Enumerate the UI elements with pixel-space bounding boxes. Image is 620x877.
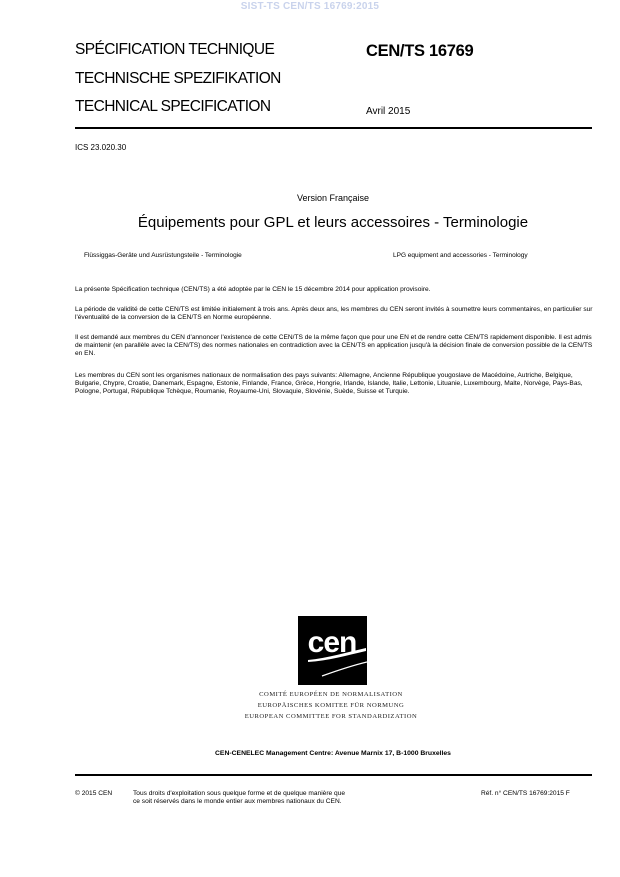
cen-logo: [298, 616, 367, 685]
document-title: Équipements pour GPL et leurs accessoires - Terminologie: [137, 214, 529, 231]
paragraph-announcement: Il est demandé aux membres du CEN d'annoncer l'existence de cette CEN/TS de la même façon que pour une EN et de rendre cette CEN/TS rapidement disponible. Il est admis de maintenir (en parallèle avec la CEN/TS) des normes nationales en contradiction avec la CEN/TS en application jusqu'à la décision finale de conversion possible de la CEN/TS en EN.: [75, 334, 593, 358]
cen-logo-mark: [298, 616, 367, 685]
org-name-en: EUROPEAN COMMITTEE FOR STANDARDIZATION: [244, 713, 418, 720]
org-name-fr: COMITÉ EUROPÉEN DE NORMALISATION: [259, 691, 403, 698]
document-number: CEN/TS 16769: [366, 42, 474, 60]
cen-logo-text: cen: [307, 626, 357, 659]
paragraph-validity: La période de validité de cette CEN/TS est limitée initialement à trois ans. Après deux ans, les membres du CEN seront invités à soumettre leurs commentaires, en particulier sur l'éventualité de la conversion de la CEN/TS en Norme européenne.: [75, 306, 593, 322]
spec-title-en: TECHNICAL SPECIFICATION: [75, 98, 271, 115]
paragraph-members: Les membres du CEN sont les organismes nationaux de normalisation des pays suivants: Allemagne, Ancienne République yougoslave de Macédoine, Autriche, Belgique, Bulgarie, Chypre, Croatie, Danemark, Espagne, Estonie, Finlande, France, Grèce, Hongrie, Irlande, Islande, Italie, Lettonie, Lituanie, Luxembourg, Malte, Norvège, Pays-Bas, Pologne, Portugal, République Tchèque, Roumanie, Royaume-Uni, Slovaquie, Slovénie, Suède, Suisse et Turquie.: [75, 372, 583, 396]
org-name-de: EUROPÄISCHES KOMITEE FÜR NORMUNG: [257, 702, 405, 709]
title-english: LPG equipment and accessories - Terminology: [393, 252, 528, 259]
title-german: Flüssiggas-Geräte und Ausrüstungsteile - Terminologie: [84, 252, 242, 259]
copyright: © 2015 CEN: [75, 790, 113, 797]
reference-number: Réf. n° CEN/TS 16769:2015 F: [481, 790, 570, 797]
rights-line-1: Tous droits d'exploitation sous quelque forme et de quelque manière que: [133, 790, 346, 797]
publication-date: Avril 2015: [366, 106, 411, 117]
spec-title-fr: SPÉCIFICATION TECHNIQUE: [75, 41, 275, 58]
version-label: Version Française: [296, 193, 370, 203]
header-divider: [75, 127, 592, 129]
logo-swoosh-lower: [322, 662, 367, 676]
paragraph-adoption: La présente Spécification technique (CEN/TS) a été adoptée par le CEN le 15 décembre 2014 pour application provisoire.: [75, 286, 431, 293]
ics-code: ICS 23.020.30: [75, 143, 127, 152]
watermark: SIST-TS CEN/TS 16769:2015: [240, 1, 380, 12]
spec-title-de: TECHNISCHE SPEZIFIKATION: [75, 70, 281, 87]
rights-line-2: ce soit réservés dans le monde entier aux membres nationaux du CEN.: [133, 798, 342, 805]
footer-divider: [75, 774, 592, 776]
management-centre: CEN-CENELEC Management Centre: Avenue Marnix 17, B-1000 Bruxelles: [215, 750, 451, 757]
